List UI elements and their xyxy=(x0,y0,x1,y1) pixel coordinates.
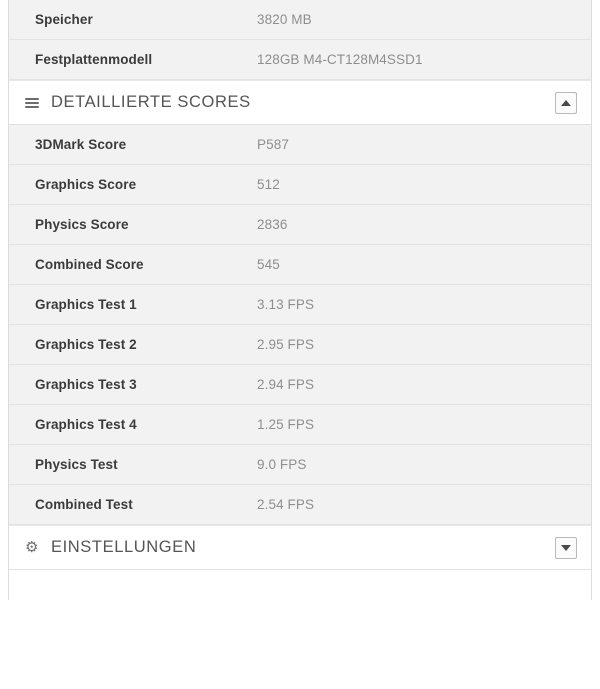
detailed-scores-rows xyxy=(9,125,591,525)
row-label: Physics Test xyxy=(35,457,118,472)
row-label: Graphics Test 3 xyxy=(35,377,137,392)
section-title: EINSTELLUNGEN xyxy=(51,538,197,556)
table-row xyxy=(9,325,591,365)
row-value: 9.0 FPS xyxy=(257,457,307,472)
row-label: Graphics Score xyxy=(35,177,137,192)
table-row xyxy=(9,245,591,285)
row-value: 2.54 FPS xyxy=(257,497,315,512)
table-row xyxy=(9,205,591,245)
section-header-detailed-scores[interactable] xyxy=(9,80,591,125)
table-row xyxy=(9,125,591,165)
table-row xyxy=(9,40,591,80)
table-row xyxy=(9,365,591,405)
row-label: 3DMark Score xyxy=(35,137,127,152)
section-header-settings[interactable] xyxy=(9,525,591,570)
row-value: 3820 MB xyxy=(257,12,312,27)
gear-glyph: ⚙ xyxy=(25,539,39,556)
section-title: DETAILLIERTE SCORES xyxy=(51,93,251,111)
table-row xyxy=(9,165,591,205)
row-label: Graphics Test 4 xyxy=(35,417,137,432)
table-row xyxy=(9,0,591,40)
system-info-rows xyxy=(9,0,591,80)
hamburger-icon xyxy=(25,96,45,110)
row-value: 2.94 FPS xyxy=(257,377,315,392)
page-background xyxy=(0,600,600,689)
table-row xyxy=(9,285,591,325)
row-label: Speicher xyxy=(35,12,93,27)
row-value: 512 xyxy=(257,177,280,192)
row-label: Graphics Test 1 xyxy=(35,297,137,312)
row-label: Graphics Test 2 xyxy=(35,337,137,352)
row-value: 1.25 FPS xyxy=(257,417,315,432)
row-value: P587 xyxy=(257,137,289,152)
row-value: 3.13 FPS xyxy=(257,297,315,312)
row-value: 545 xyxy=(257,257,280,272)
row-label: Combined Score xyxy=(35,257,144,272)
gear-icon xyxy=(25,540,45,555)
panel-footer xyxy=(9,570,591,600)
table-row xyxy=(9,445,591,485)
scores-panel xyxy=(8,0,592,601)
table-row xyxy=(9,405,591,445)
row-value: 128GB M4-CT128M4SSD1 xyxy=(257,52,423,67)
table-row xyxy=(9,485,591,525)
row-label: Combined Test xyxy=(35,497,133,512)
collapse-up-icon[interactable] xyxy=(555,92,577,114)
row-value: 2836 xyxy=(257,217,288,232)
row-label: Festplattenmodell xyxy=(35,52,153,67)
row-value: 2.95 FPS xyxy=(257,337,315,352)
row-label: Physics Score xyxy=(35,217,129,232)
expand-down-icon[interactable] xyxy=(555,537,577,559)
